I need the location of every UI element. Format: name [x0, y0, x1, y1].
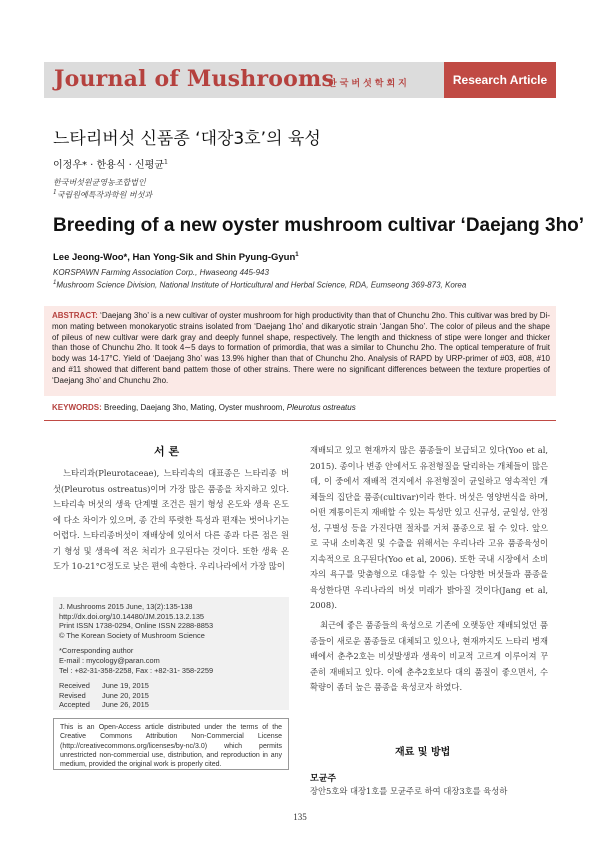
abstract	[52, 311, 550, 387]
methods-heading: 재료 및 방법	[395, 747, 451, 758]
affiliation-korean-2-text: 국립원예특작과학원 버섯과	[56, 190, 153, 200]
copyright: © The Korean Society of Mushroom Science	[59, 630, 205, 640]
open-access-notice: This is an Open-Access article distributed under the terms of the Creative Commons Attribution Non-Commercial License (http://creativecommons.org/licenses/by-nc/3.0) which permits unrestricted non-commercial use, distribution, and reproduction in any medium, provided the original work is properly cited.	[53, 718, 289, 770]
keywords-label: KEYWORDS:	[52, 403, 102, 412]
journal-title: Journal of Mushrooms	[54, 66, 335, 92]
intro-paragraph-2: 재배되고 있고 현재까지 많은 품종들이 보급되고 있다(Yoo et al, 2015). 종이나 변종 안에서도 유전형질을 달리하는 개체들이 많은데, 이 중에서 재배적 견지에서 유전형질이 균일하고 영속적인 개체들의 집단을 품종(cultivar)이라 한다. 버섯은 영양번식을 하며, 어떤 계통이든지 재배할 수 있는 특성만 있고 신규성, 균일성, 안정성, 구별성 등을 가진다면 절차를 거쳐 품종으로 될 수 있다. 앞으로 국내 소비촉진 및 수출을 위해서는 우리나라 고유 품종육성이 지속적으로 요구된다(Yoo et al, 2006). 또한 국내 시장에서 소비자의 욕구를 맞춤형으로 대응할 수 있는 다양한 버섯들과 품종을 육성한다면 우리나라의 버섯 미래가 밝아질 것이다(Jang et al, 2008).	[310, 445, 548, 610]
article-type-tag: Research Article	[444, 62, 556, 98]
authors-korean-names: 이정우* · 한용식 · 신평균	[53, 160, 165, 171]
affiliation-korean-1	[53, 177, 146, 188]
keywords	[52, 403, 356, 412]
page-number: 135	[293, 812, 307, 822]
authors-english-sup: 1	[295, 252, 299, 258]
date-accepted: Accepted June 26, 2015	[59, 700, 149, 710]
affiliation-korean-2-sup: 1	[53, 189, 57, 196]
keywords-text: Breeding, Daejang 3ho, Mating, Oyster mushroom,	[104, 403, 285, 412]
authors-english-names: Lee Jeong-Woo*, Han Yong-Sik and Shin Pyung-Gyun	[53, 252, 296, 264]
authors-english	[53, 252, 299, 263]
email[interactable]: E-mail : mycology@paran.com	[59, 655, 160, 665]
journal-title-korean: 한국버섯학회지	[328, 79, 410, 89]
date-received: Received June 19, 2015	[59, 681, 149, 691]
affiliation-english-2	[53, 280, 466, 290]
issn: Print ISSN 1738-0294, Online ISSN 2288-8853	[59, 621, 214, 631]
abstract-text: ‘Daejang 3ho’ is a new cultivar of oyster mushroom for high productivity than that of Chunchu 2ho. This cultivar was bred by Di-mon mating between monokaryotic strains isolated from ‘Daejang 1ho’ and dikaryotic strain ‘Jangan 5ho’. The color of pileus and the shape of pileus of new cultivar were dark gray and deeply funnel shape, respectively. The length and thickness of stipe were longer and thicker than those of Chunchu 2ho. It took 4∼5 days to formation of primordia, that was a similar to Chunchu 2ho. The optical temperature of fruit body was 14-17°C. Yield of ‘Daejang 3ho’ was 13.9% higher than that of Chunchu 2ho. Analysis of RAPD by URP-primer of #03, #08, #10 and #11 showed that different band pattem those of other strains. There were no significant differences between the texture properties of ‘Daejang 3ho’ and Chunchu 2ho.	[52, 311, 550, 385]
authors-korean-sup: 1	[164, 158, 168, 166]
intro-heading: 서 론	[154, 445, 180, 458]
doi-link[interactable]: http://dx.doi.org/10.14480/JM.2015.13.2.135	[59, 611, 205, 621]
citation: J. Mushrooms 2015 June, 13(2):135-138	[59, 602, 193, 611]
authors-korean	[53, 156, 168, 171]
journal-banner	[44, 62, 556, 98]
keywords-italic: Pleurotus ostreatus	[286, 403, 356, 412]
methods-first-line: 장안5호와 대장1호를 모균주로 하여 대장3호를 육성하	[310, 786, 508, 796]
date-revised: Revised June 20, 2015	[59, 690, 149, 700]
article-info-box	[53, 597, 289, 710]
methods-subheading: 모균주	[310, 774, 337, 784]
affiliation-english-1-text: KORSPAWN Farming Association Corp., Hwaseong 445-943	[53, 268, 269, 277]
intro-paragraph-3: 최근에 좋은 품종들의 육성으로 기존에 오랫동안 재배되었던 품종들이 새로운 품종들로 대체되고 있으나, 현재까지도 느타리 병재배에서 춘추2호는 비섯발생과 생육이 비교적 고르게 이루어져 꾸준히 재배되고 있다. 이에 춘추2호보다 대의 품질이 좋으면서, 수확량이 좀더 높은 품종을 육성코자 하였다.	[310, 620, 548, 692]
affiliation-korean-2	[53, 189, 152, 201]
title-korean: 느타리버섯 신품종 ‘대장3호’의 육성	[53, 129, 321, 149]
affiliation-korean-1-text: 한국버섯원균영농조합법인	[53, 178, 146, 187]
title-english: Breeding of a new oyster mushroom cultivar ‘Daejang 3ho’	[53, 215, 585, 236]
affiliation-english-2-text: Mushroom Science Division, National Institute of Horticultural and Herbal Science, RDA, Eumseong 369-873, Korea	[56, 280, 467, 290]
corresponding-author: *Corresponding author	[59, 646, 134, 656]
intro-paragraph-1: 느타리과(Pleurotaceae), 느타리속의 대표종은 느타리종 버섯(Pleurotus ostreatus)이며 가장 많은 품종을 차지하고 있다. 느타리속 버섯의 생육 단계별 조건은 원기 형성 온도와 생육 온도에 다소 차이가 있으며, 종 간의 뚜렷한 특성과 편재는 벗어나기는 어렵다. 느타리종버섯이 재배상에 있어서 다른 종과 다른 점은 원기 형성 및 생육에 적온 처리가 요구된다는 것이다. 또한 생육 온도가 10-21°C정도로 낮은 편에 속한다. 우리나라에서 가장 많이	[53, 468, 289, 571]
affiliation-english-1	[53, 268, 269, 277]
tel-fax: Tel : +82-31-358-2258, Fax : +82-31- 358-2259	[59, 665, 214, 675]
affiliation-english-2-sup: 1	[53, 280, 57, 286]
abstract-label: ABSTRACT:	[52, 311, 98, 320]
section-divider	[44, 420, 556, 421]
